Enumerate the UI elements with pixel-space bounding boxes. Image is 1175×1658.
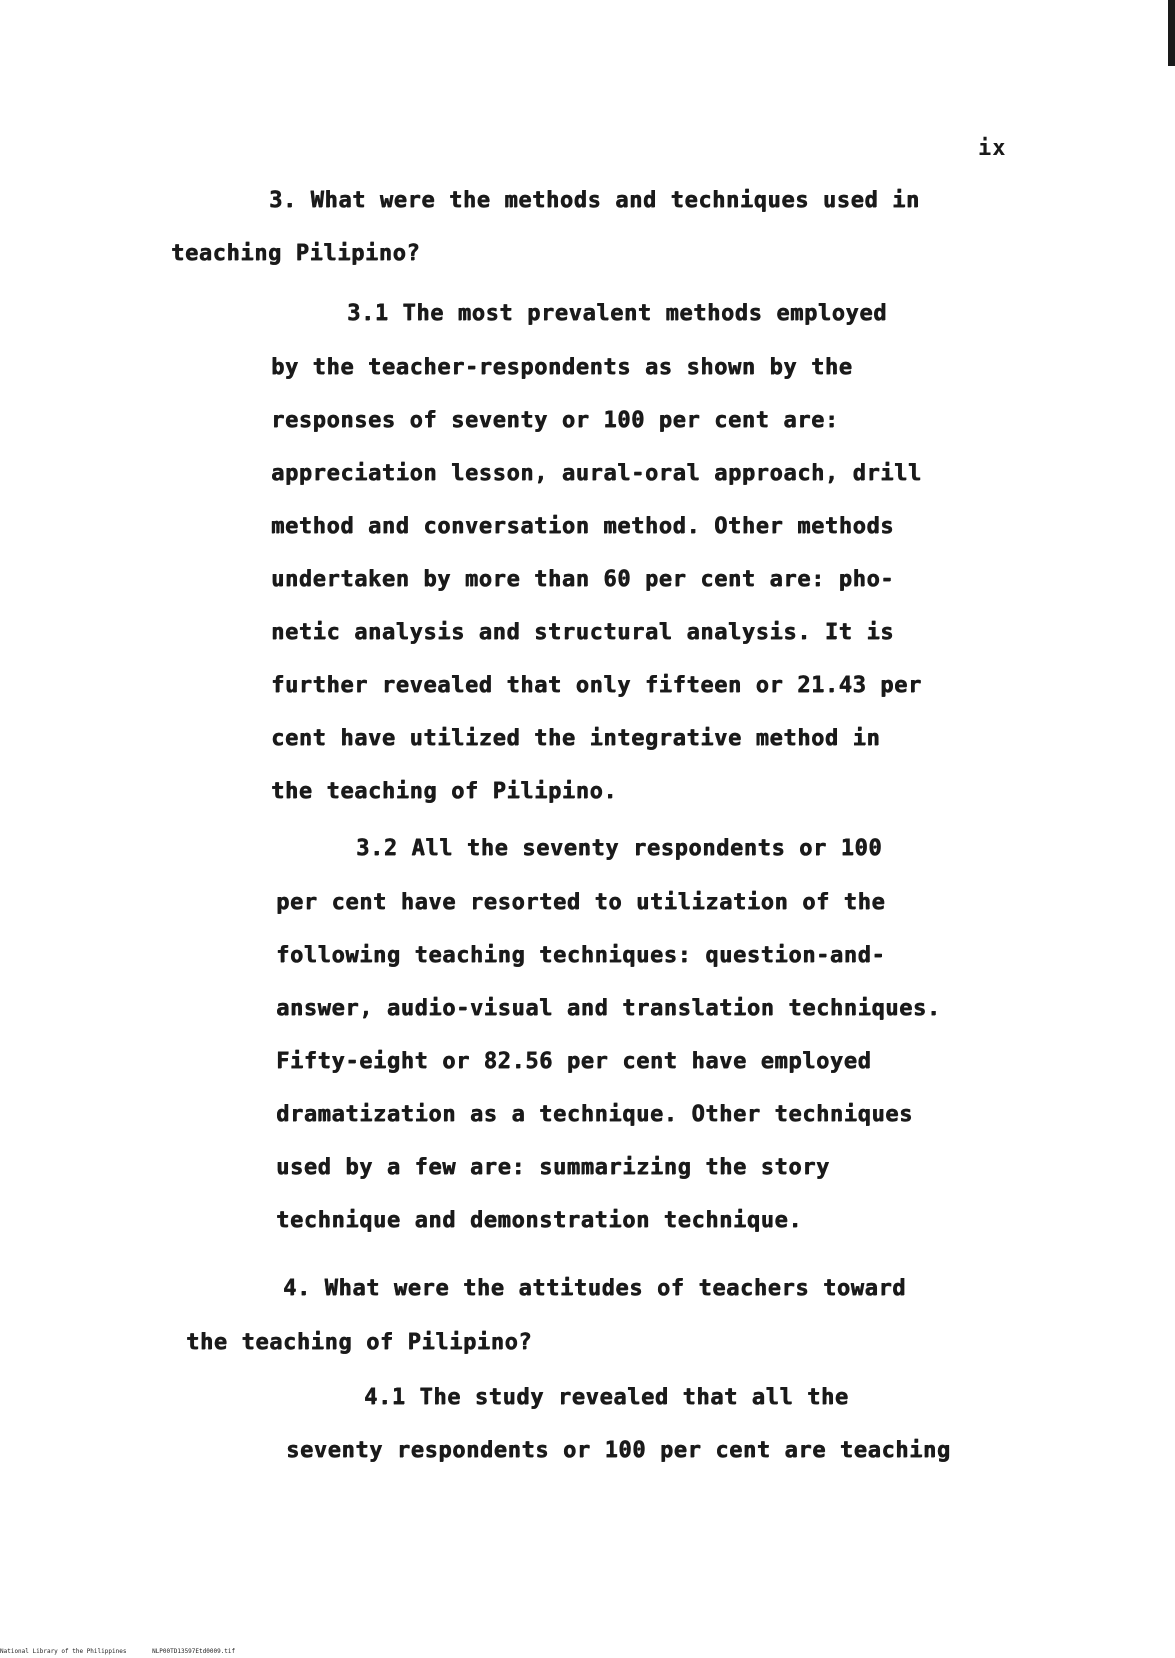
text-line: 3.1 The most prevalent methods employed <box>347 301 887 326</box>
text-line: 3. What were the methods and techniques used in <box>269 188 920 213</box>
text-line: the teaching of Pilipino? <box>186 1330 533 1355</box>
text-line: the teaching of Pilipino. <box>271 779 618 804</box>
text-line: 4.1 The study revealed that all the <box>364 1385 849 1410</box>
text-line: teaching Pilipino? <box>171 241 421 266</box>
text-line: technique and demonstration technique. <box>276 1208 803 1233</box>
page-number: ix <box>978 136 1007 161</box>
text-line: by the teacher-respondents as shown by the <box>271 355 853 380</box>
scan-edge-mark <box>1168 0 1175 66</box>
text-line: further revealed that only fifteen or 21.43 per <box>271 673 922 698</box>
text-line: appreciation lesson, aural-oral approach, drill <box>271 461 922 486</box>
text-line: following teaching techniques: question-and- <box>276 943 886 968</box>
footer-filename: NLP00TD13597Etd0009.tif <box>152 1648 236 1655</box>
footer-library: National Library of the Philippines <box>0 1648 127 1655</box>
text-line: method and conversation method. Other methods <box>271 514 895 539</box>
text-line: used by a few are: summarizing the story <box>276 1155 830 1180</box>
text-line: per cent have resorted to utilization of the <box>276 890 886 915</box>
text-line: 4. What were the attitudes of teachers toward <box>283 1276 907 1301</box>
text-line: dramatization as a technique. Other techniques <box>276 1102 913 1127</box>
text-line: netic analysis and structural analysis. It is <box>271 620 895 645</box>
text-line: 3.2 All the seventy respondents or 100 <box>356 836 883 861</box>
text-line: answer, audio-visual and translation techniques. <box>276 996 941 1021</box>
text-line: responses of seventy or 100 per cent are: <box>271 408 839 433</box>
text-line: Fifty-eight or 82.56 per cent have employed <box>276 1049 872 1074</box>
text-line: seventy respondents or 100 per cent are teaching <box>286 1438 951 1463</box>
scan-footer <box>0 1648 257 1655</box>
text-line: cent have utilized the integrative method in <box>271 726 881 751</box>
text-line: undertaken by more than 60 per cent are: pho- <box>271 567 895 592</box>
